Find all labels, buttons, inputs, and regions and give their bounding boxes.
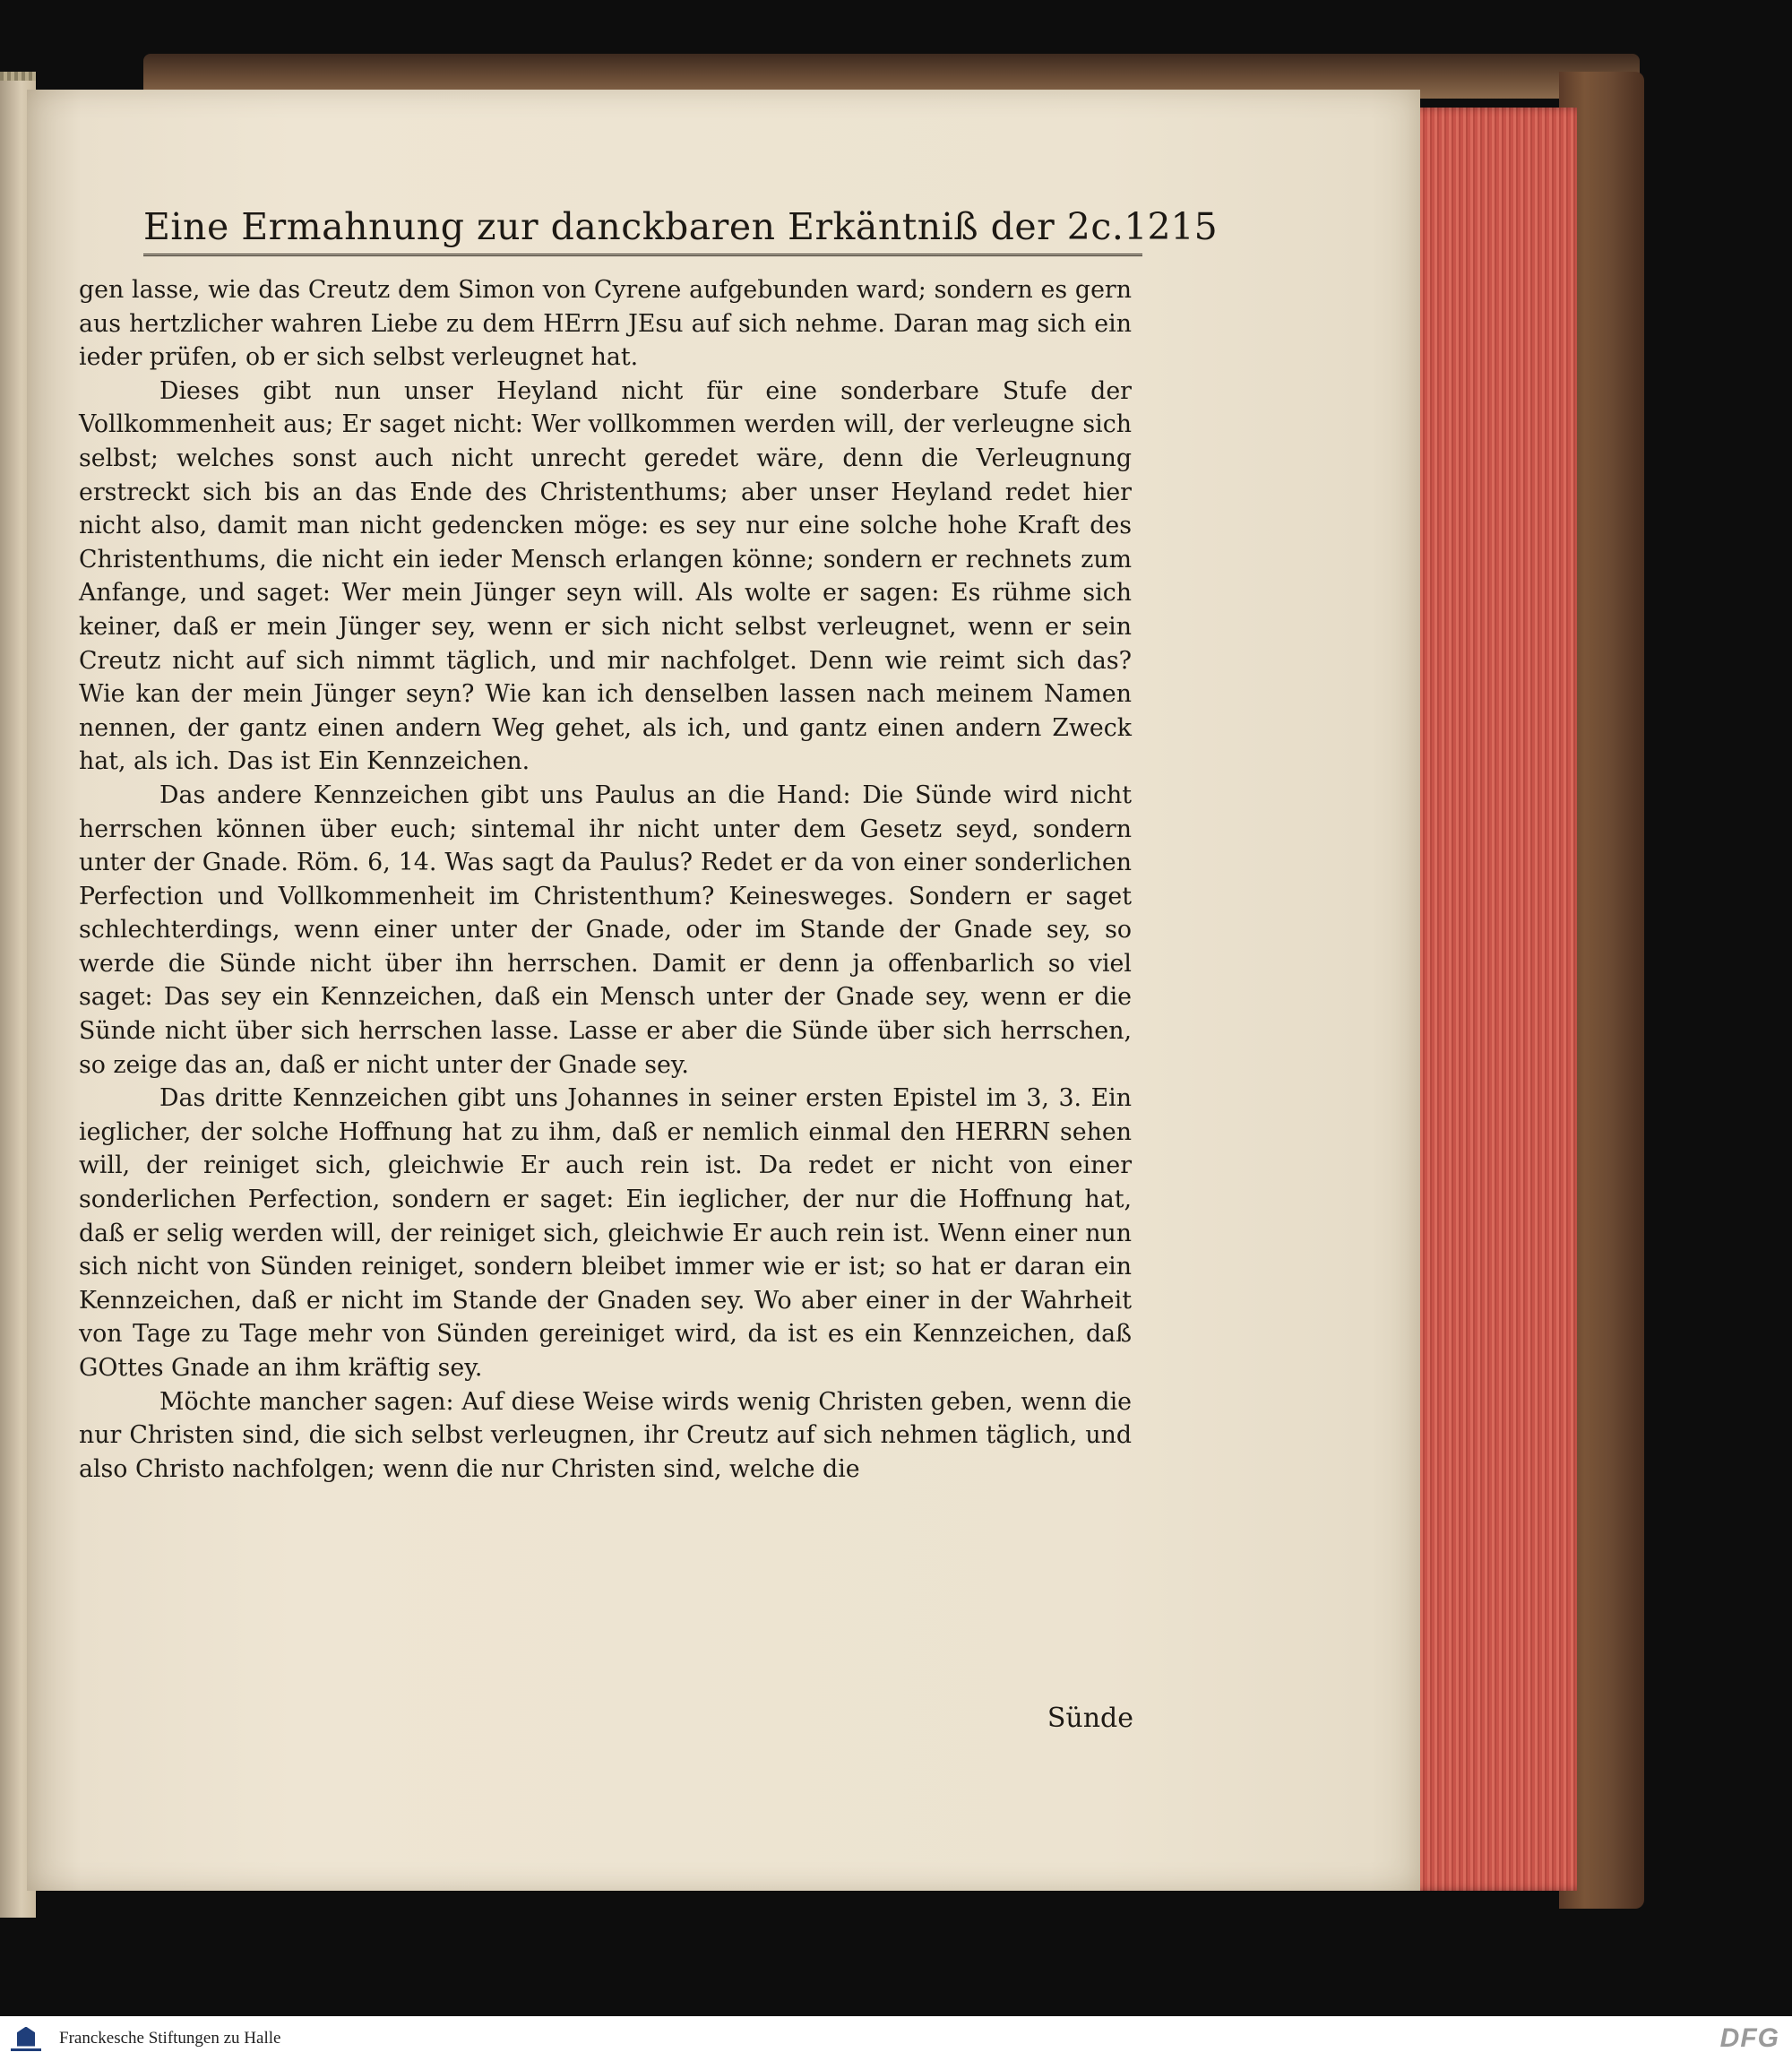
- paragraph: Das andere Kennzeichen gibt uns Paulus an die Hand: Die Sünde wird nicht herrschen können über euch; sintemal ihr nicht unter dem Gesetz seyd, sondern unter der Gnade. Röm. 6, 14. Was sagt da Paulus? Redet er da von einer sonderlichen Perfection und Vollkommenheit im Christenthum? Keinesweges. Sondern er saget schlechterdings, wenn einer unter der Gnade, oder im Stande der Gnade sey, so werde die Sünde nicht über ihn herrschen. Damit er denn ja offenbarlich so viel saget: Das sey ein Kennzeichen, daß ein Mensch unter der Gnade sey, wenn er die Sünde nicht über sich herrschen lasse. Lasse er aber die Sünde über sich herrschen, so zeige das an, daß er nicht unter der Gnade sey.: [79, 780, 1132, 1079]
- paragraph: Dieses gibt nun unser Heyland nicht für eine sonderbare Stufe der Vollkommenheit aus; Er saget nicht: Wer vollkommen werden will, der verleugne sich selbst; welches sonst auch nicht unrecht geredet wäre, denn die Verleugnung erstreckt sich bis an das Ende des Christenthums; aber unser Heyland redet hier nicht also, damit man nicht gedencken möge: es sey nur eine solche hohe Kraft des Christenthums, die nicht ein ieder Mensch erlangen könne; sondern er rechnets zum Anfange, und saget: Wer mein Jünger seyn will. Als wolte er sagen: Es rühme sich keiner, daß er mein Jünger sey, wenn er sich nicht selbst verleugnet, wenn er sein Creutz nicht auf sich nimmt täglich, und mir nachfolget. Denn wie reimt sich das? Wie kan der mein Jünger seyn? Wie kan ich denselben lassen nach meinem Namen nennen, der gantz einen andern Weg gehet, als ich, und gantz einen andern Zweck hat, als ich. Das ist Ein Kennzeichen.: [79, 376, 1132, 776]
- paragraph: Das dritte Kennzeichen gibt uns Johannes in seiner ersten Epistel im 3, 3. Ein ieglicher, der solche Hoffnung hat zu ihm, daß er nemlich einmal den HERRN sehen will, der reiniget sich, gleichwie Er auch rein ist. Da redet er nicht von einer sonderlichen Perfection, sondern er saget: Ein ieglicher, der nur die Hoffnung hat, daß er selig werden will, der reiniget sich, gleichwie Er auch rein ist. Wenn einer nun sich nicht von Sünden reiniget, sondern bleibet immer wie er ist; so hat er daran ein Kennzeichen, daß er nicht im Stande der Gnaden sey. Wo aber einer in der Wahrheit von Tage zu Tage mehr von Sünden gereiniget wird, da ist es ein Kennzeichen, daß GOttes Gnade an ihm kräftig sey.: [79, 1084, 1132, 1382]
- running-title: Eine Ermahnung zur danckbaren Erkäntniß der 2c.: [143, 205, 1124, 248]
- paragraph: Möchte mancher sagen: Auf diese Weise wirds wenig Christen geben, wenn die nur Christen sind, die sich selbst verleugnen, ihr Creutz auf sich nehmen täglich, und also Christo nachfolgen; wenn die nur Christen sind, welche die: [79, 1387, 1132, 1483]
- page-number: 1215: [1124, 205, 1218, 248]
- viewer-footer: [0, 2016, 1792, 2061]
- paragraph: gen lasse, wie das Creutz dem Simon von Cyrene aufgebunden ward; sondern es gern aus hertzlicher wahren Liebe zu dem HErrn JEsu auf sich nehme. Daran mag sich ein ieder prüfen, ob er sich selbst verleugnet hat.: [79, 276, 1132, 372]
- institution-logo-icon: [5, 2022, 47, 2056]
- page-header: [143, 193, 1218, 256]
- body-text: [79, 273, 1132, 1486]
- institution-name: Franckesche Stiftungen zu Halle: [59, 2029, 281, 2048]
- catchword: Sünde: [1047, 1703, 1133, 1734]
- dfg-logo: DFG: [1719, 2023, 1779, 2053]
